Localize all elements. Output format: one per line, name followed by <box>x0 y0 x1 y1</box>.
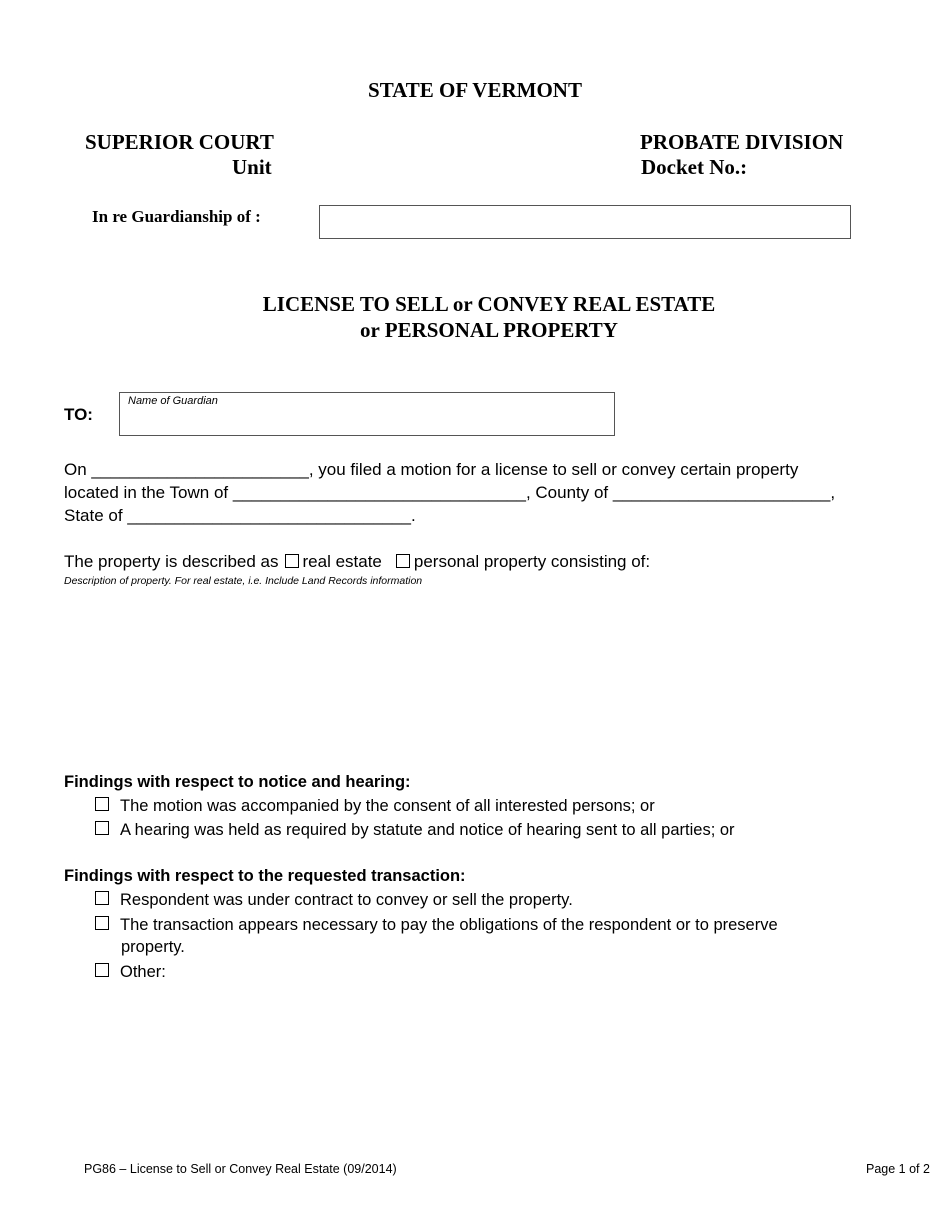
notice-findings-heading: Findings with respect to notice and hearing: <box>64 773 411 791</box>
division-name: PROBATE DIVISION <box>640 130 844 154</box>
other-checkbox[interactable] <box>95 963 109 977</box>
consent-finding-item <box>95 797 655 816</box>
hearing-checkbox[interactable] <box>95 821 109 835</box>
personal-property-label: personal property consisting of: <box>413 552 651 571</box>
personal-property-checkbox[interactable] <box>396 554 410 568</box>
form-id-footer: PG86 – License to Sell or Convey Real Estate (09/2014) <box>84 1162 397 1176</box>
page-number: Page 1 of 2 <box>866 1162 930 1176</box>
transaction-findings-heading: Findings with respect to the requested transaction: <box>64 867 466 885</box>
to-label: TO: <box>64 405 93 424</box>
guardian-name-label: Name of Guardian <box>128 395 218 407</box>
other-finding-item <box>95 963 166 982</box>
real-estate-label: real estate <box>302 552 382 571</box>
state-line: State of ______________________________. <box>64 506 416 525</box>
real-estate-checkbox[interactable] <box>285 554 299 568</box>
necessity-checkbox[interactable] <box>95 916 109 930</box>
docket-label: Docket No.: <box>641 155 748 179</box>
in-re-label: In re Guardianship of : <box>92 207 261 226</box>
unit-label: Unit <box>232 155 272 179</box>
consent-finding-text: The motion was accompanied by the consent of all interested persons; or <box>120 797 655 815</box>
hearing-finding-text: A hearing was held as required by statute and notice of hearing sent to all parties; or <box>120 821 735 839</box>
state-heading: STATE OF VERMONT <box>368 78 582 102</box>
guardianship-name-field[interactable] <box>319 205 851 239</box>
guardian-name-field[interactable] <box>119 392 615 436</box>
court-name: SUPERIOR COURT <box>85 130 274 154</box>
necessity-finding-text: The transaction appears necessary to pay the obligations of the respondent or to preserve <box>120 916 778 934</box>
necessity-finding-item <box>95 916 778 935</box>
other-finding-text: Other: <box>120 963 166 981</box>
hearing-finding-item <box>95 821 735 840</box>
property-type-line <box>64 552 650 572</box>
consent-checkbox[interactable] <box>95 797 109 811</box>
property-description-hint: Description of property. For real estate, i.e. Include Land Records information <box>64 575 423 587</box>
form-title-line1: LICENSE TO SELL or CONVEY REAL ESTATE <box>262 292 716 316</box>
town-county-line: located in the Town of _______________________________, County of _______________________, <box>64 483 836 502</box>
contract-finding-text: Respondent was under contract to convey or sell the property. <box>120 891 573 909</box>
contract-finding-item <box>95 891 573 910</box>
property-prefix: The property is described as <box>64 552 279 571</box>
necessity-finding-continuation: property. <box>121 938 185 956</box>
form-title-line2: or PERSONAL PROPERTY <box>360 318 618 342</box>
contract-checkbox[interactable] <box>95 891 109 905</box>
motion-date-line: On _______________________, you filed a motion for a license to sell or convey certain property <box>64 460 799 479</box>
